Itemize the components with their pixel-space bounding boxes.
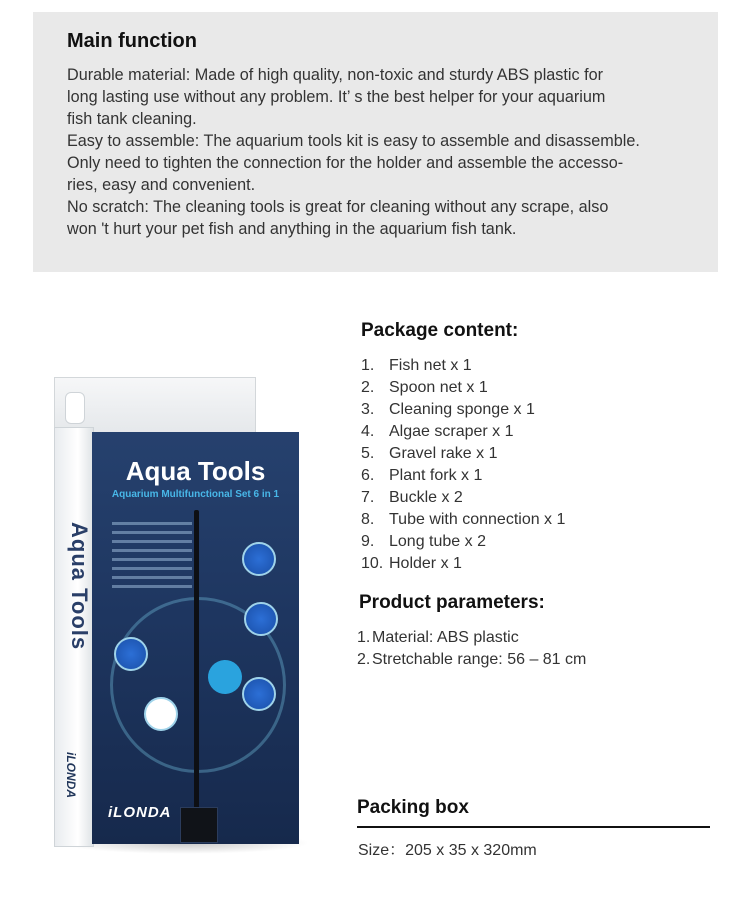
box-side-brand: iLONDA [64, 752, 78, 798]
list-item: 4. Algae scraper x 1 [361, 423, 514, 440]
list-item: 6. Plant fork x 1 [361, 467, 483, 484]
box-front-panel [92, 432, 299, 844]
product-parameters-list [357, 627, 586, 671]
box-front-title: Aqua Tools [125, 456, 266, 486]
list-item: 9. Long tube x 2 [361, 533, 486, 550]
product-box-image [40, 372, 315, 862]
main-function-line: Durable material: Made of high quality, non-toxic and sturdy ABS plastic for [67, 66, 603, 84]
main-function-line: Only need to tighten the connection for the holder and assemble the accesso- [67, 154, 624, 172]
box-info-lines [112, 522, 192, 594]
algae-scraper-icon [242, 542, 276, 576]
box-front-brand: iLONDA [108, 804, 172, 821]
list-item: 8. Tube with connection x 1 [361, 511, 566, 528]
main-function-body [67, 64, 707, 240]
list-item: 1. Material: ABS plastic [357, 629, 519, 646]
packing-box-title: Packing box [357, 797, 469, 818]
gravel-rake-icon [244, 602, 278, 636]
packing-box-divider [357, 826, 710, 828]
product-parameters-title: Product parameters: [359, 592, 545, 613]
box-front-subtitle: Aquarium Multifunctional Set 6 in 1 [111, 489, 280, 500]
main-function-line: fish tank cleaning. [67, 110, 197, 128]
list-item: 7. Buckle x 2 [361, 489, 463, 506]
plant-fork-icon [242, 677, 276, 711]
list-item: 1. Fish net x 1 [361, 357, 472, 374]
packing-box-size: Size：205 x 35 x 320mm [358, 842, 537, 859]
main-function-line: ries, easy and convenient. [67, 176, 256, 194]
spoon-net-icon [144, 697, 178, 731]
box-side-title: Aqua Tools [67, 522, 92, 651]
package-content-list [361, 355, 565, 575]
list-item: 2. Stretchable range: 56 – 81 cm [357, 651, 587, 668]
list-item: 3. Cleaning sponge x 1 [361, 401, 535, 418]
telescopic-pole [194, 510, 199, 810]
main-function-panel [33, 12, 718, 272]
main-function-line: long lasting use without any problem. It’ s the best helper for your aquarium [67, 88, 606, 106]
main-function-line: No scratch: The cleaning tools is great for cleaning without any scrape, also [67, 198, 609, 216]
hang-hole [65, 392, 85, 424]
main-function-title: Main function [67, 30, 197, 52]
list-item: 10. Holder x 1 [361, 555, 462, 572]
main-function-line: Easy to assemble: The aquarium tools kit is easy to assemble and disassemble. [67, 132, 640, 150]
list-item: 5. Gravel rake x 1 [361, 445, 498, 462]
cleaning-sponge-icon [114, 637, 148, 671]
list-item: 2. Spoon net x 1 [361, 379, 488, 396]
fish-net-icon [180, 807, 218, 843]
main-function-line: won 't hurt your pet fish and anything in the aquarium fish tank. [67, 220, 517, 238]
package-content-title: Package content: [361, 320, 519, 341]
